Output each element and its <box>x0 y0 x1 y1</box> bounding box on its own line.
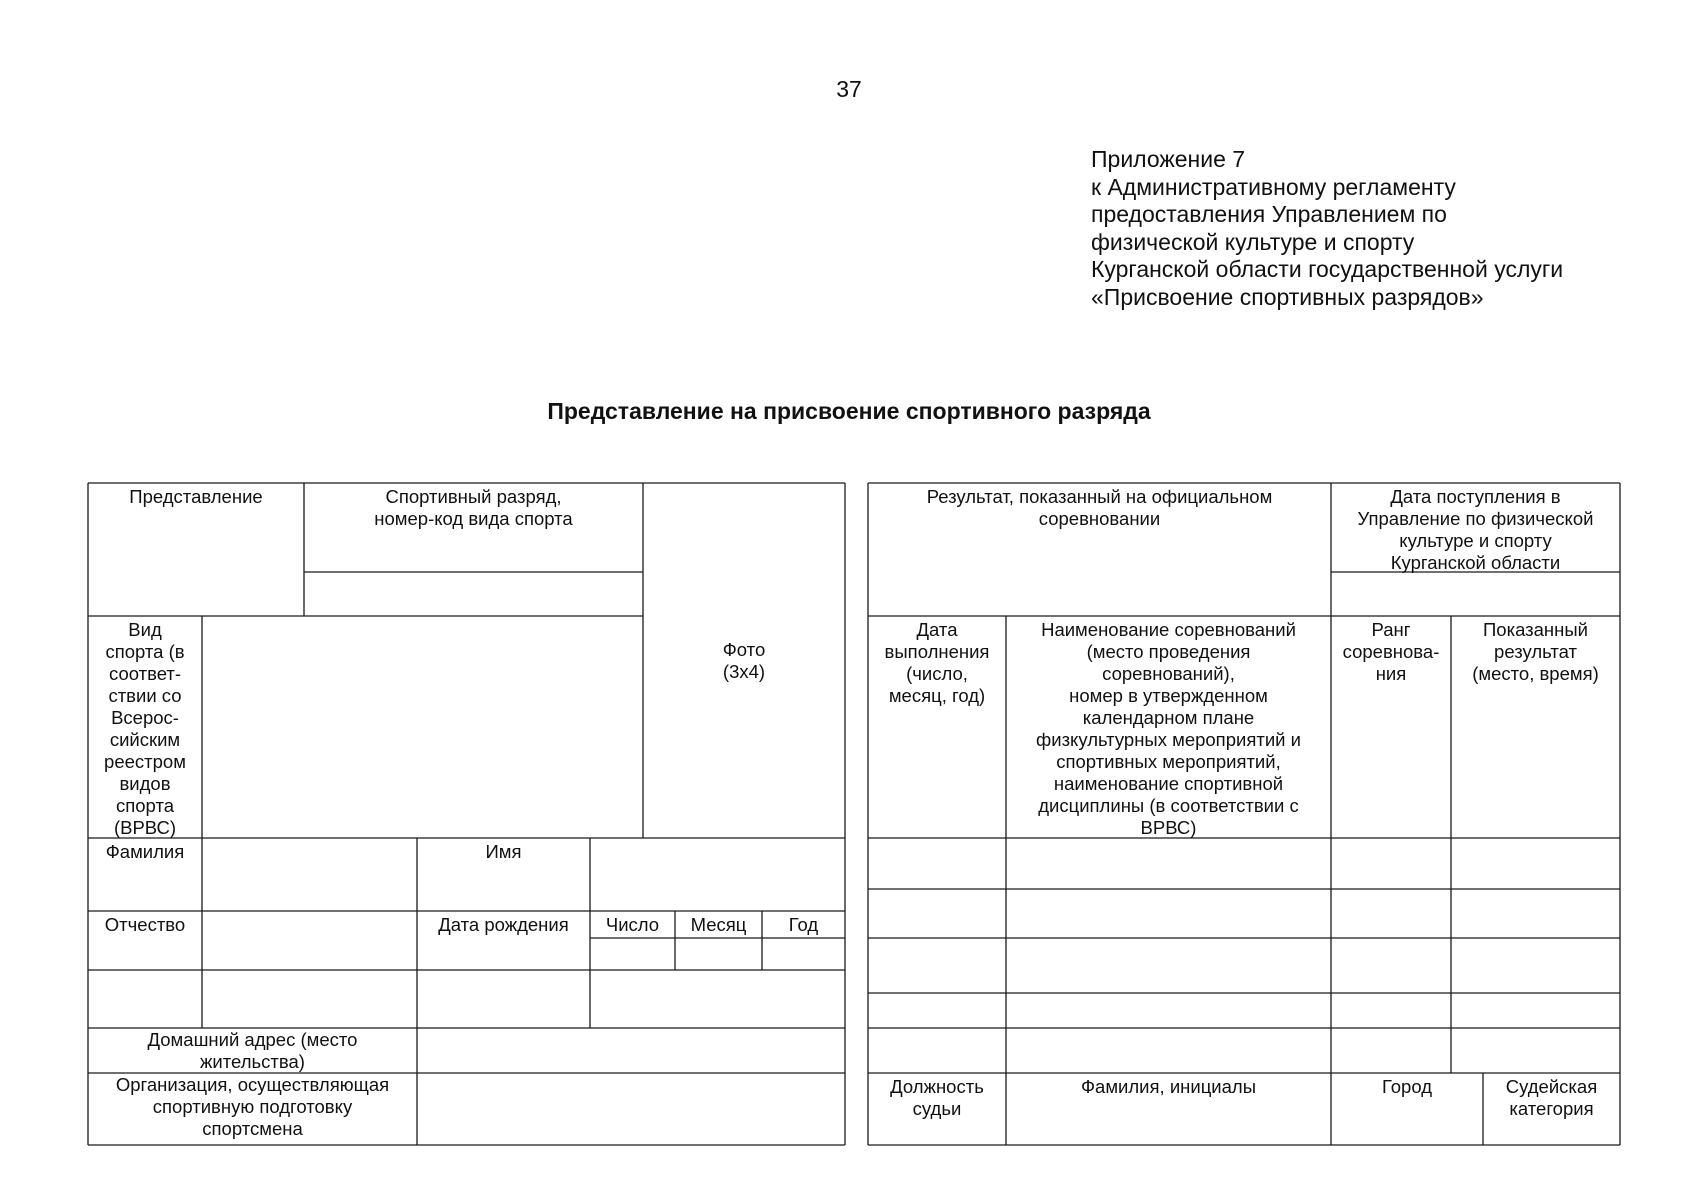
surname-initials-header: Фамилия, инициалы <box>1080 1076 1257 1097</box>
competition-name-header <box>1006 616 1331 839</box>
result-line: соревновании <box>1038 508 1161 529</box>
competition-name-line: ВРВС) <box>1140 817 1197 838</box>
representation-header: Представление <box>129 486 263 507</box>
judge-category-line: Судейская <box>1505 1076 1598 1097</box>
organization-label <box>88 1073 417 1140</box>
name-label: Имя <box>485 841 522 862</box>
page-number: 37 <box>836 76 862 102</box>
result-line: Результат, показанный на официальном <box>926 486 1273 507</box>
year-label: Год <box>788 914 819 935</box>
competition-name-line: наименование спортивной <box>1053 773 1284 794</box>
sport-rank-line: Спортивный разряд, <box>385 486 562 507</box>
competition-rank-line: ния <box>1375 663 1407 684</box>
shown-result-header <box>1451 616 1620 685</box>
sport-rank-line: номер-код вида спорта <box>374 508 573 529</box>
day-label: Число <box>605 914 660 935</box>
completion-date-line: (число, <box>906 663 968 684</box>
appendix-line: предоставления Управлением по <box>1091 201 1447 227</box>
month-label: Месяц <box>690 914 747 935</box>
appendix-line: Приложение 7 <box>1091 146 1246 172</box>
sport-kind-line: ствии со <box>108 685 182 706</box>
sport-kind-line: реестром <box>104 751 186 772</box>
received-date-line: культуре и спорту <box>1399 530 1552 551</box>
competition-name-line: календарном плане <box>1082 707 1255 728</box>
home-address-line: Домашний адрес (место <box>147 1029 358 1050</box>
sport-kind-header <box>88 616 202 839</box>
shown-result-line: результат <box>1494 641 1577 662</box>
competition-name-line: дисциплины (в соответствии с <box>1038 795 1299 816</box>
shown-result-line: Показанный <box>1482 619 1588 640</box>
patronymic-label: Отчество <box>104 914 186 935</box>
competition-name-line: спортивных мероприятий, <box>1056 751 1281 772</box>
photo-line: Фото <box>722 639 766 660</box>
shown-result-line: (место, время) <box>1472 663 1599 684</box>
received-date-line: Дата поступления в <box>1390 486 1561 507</box>
judge-category-line: категория <box>1509 1098 1594 1119</box>
appendix-line: к Административному регламенту <box>1091 173 1456 200</box>
competition-rank-header <box>1331 616 1451 685</box>
result-header <box>868 483 1331 530</box>
sport-kind-line: спорта <box>116 795 174 816</box>
competition-name-line: соревнований), <box>1102 663 1235 684</box>
received-date-header <box>1331 483 1620 574</box>
completion-date-header <box>868 616 1006 707</box>
judge-position-line: судьи <box>912 1098 962 1119</box>
organization-line: Организация, осуществляющая <box>115 1074 390 1095</box>
form-title: Представление на присвоение спортивного разряда <box>547 398 1151 424</box>
sport-kind-line: спорта (в <box>105 641 185 662</box>
city-header: Город <box>1381 1076 1433 1097</box>
appendix-line: «Присвоение спортивных разрядов» <box>1091 283 1484 310</box>
competition-name-line: номер в утвержденном <box>1069 685 1268 706</box>
sport-kind-line: соответ- <box>108 663 182 684</box>
completion-date-line: выполнения <box>884 641 990 662</box>
organization-line: спортивную подготовку <box>152 1096 353 1117</box>
organization-line: спортсмена <box>202 1118 303 1139</box>
home-address-label <box>88 1028 417 1073</box>
sport-rank-header <box>304 483 643 530</box>
judge-category-header <box>1483 1073 1620 1120</box>
surname-label: Фамилия <box>105 841 185 862</box>
competition-name-line: физкультурных мероприятий и <box>1036 729 1301 750</box>
competition-name-line: Наименование соревнований <box>1041 619 1296 640</box>
photo-placeholder <box>643 636 845 683</box>
competition-rank-line: соревнова- <box>1342 641 1440 662</box>
sport-kind-line: видов <box>119 773 171 794</box>
sport-kind-line: (ВРВС) <box>113 817 177 838</box>
competition-name-line: (место проведения <box>1086 641 1251 662</box>
completion-date-line: Дата <box>916 619 958 640</box>
home-address-line: жительства) <box>200 1051 305 1072</box>
sport-kind-line: Всерос- <box>111 707 179 728</box>
sport-kind-line: сийским <box>109 729 181 750</box>
birth-date-label: Дата рождения <box>438 914 569 935</box>
received-date-line: Курганской области <box>1390 552 1561 573</box>
received-date-line: Управление по физической <box>1357 508 1594 529</box>
photo-line: (3х4) <box>722 661 766 682</box>
judge-position-line: Должность <box>890 1076 984 1097</box>
completion-date-line: месяц, год) <box>888 685 986 706</box>
appendix-line: Курганской области государственной услуги <box>1091 256 1564 282</box>
sport-kind-line: Вид <box>128 619 162 640</box>
appendix-line: физической культуре и спорту <box>1091 228 1415 255</box>
judge-position-header <box>868 1073 1006 1120</box>
competition-rank-line: Ранг <box>1371 619 1411 640</box>
